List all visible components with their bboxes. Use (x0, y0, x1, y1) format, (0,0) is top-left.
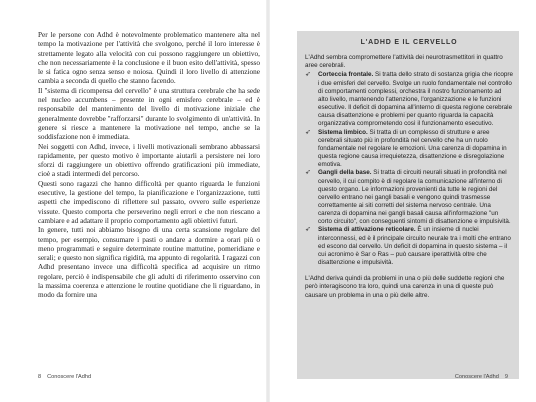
item-text: Si tratta di un complesso di strutture e aree cerebrali situato più in profondità nel cervello che ha un ruolo fondamentale nel regolare le emozioni. Una carenza di dopamina in questa regione causa irrequietezza, disattenzione e disregolazione emotiva. (318, 128, 507, 169)
sidebar-box (297, 31, 519, 379)
arrow-bullet-icon: ➶ (305, 71, 311, 79)
running-title: Conoscere l'Adhd (47, 374, 92, 380)
item-term: Sistema limbico. (318, 128, 368, 136)
item-term: Sistema di attivazione reticolare. (318, 226, 416, 234)
paragraph: Per le persone con Adhd è notevolmente problematico mantenere alta nel tempo la motivazione per l'attività che svolgono, perché il loro interesse è strettamente legato alla velocità con cui possono raggiungere un obiettivo, che non necessariamente è la conclusione e il buon esito dell'attività, spesso le si fatica ogno senza senso e noiosa. Quindi il loro livello di attenzione cambia a seconda di quello che stanno facendo. (38, 31, 260, 86)
list-item (305, 129, 513, 170)
item-term: Gangli della base. (318, 169, 372, 177)
paragraph: Questi sono ragazzi che hanno difficoltà per quanto riguarda le funzioni esecutive, la gestione del tempo, la pianificazione e l'organizzazione, tutti aspetti che impediscono di riflettere sul passato, ovvero sulle esperienze vissute. Questo comporta che perseverino negli errori e che non riescano a cambiare e ad adattare il proprio comportamento agli obiettivi futuri. (38, 179, 260, 225)
left-body-text (38, 31, 260, 301)
arrow-bullet-icon: ➶ (305, 169, 311, 177)
item-term: Corteccia frontale. (318, 71, 374, 79)
running-title: Conoscere l'Adhd (454, 374, 499, 380)
arrow-bullet-icon: ➶ (305, 226, 311, 234)
box-intro: L'Adhd sembra compromettere l'attività dei neurotrasmettitori in quattro aree cerebrali. (305, 54, 503, 70)
list-item (305, 226, 513, 267)
page-number: 8 (38, 374, 42, 380)
page-number: 9 (504, 374, 508, 380)
paragraph: Nei soggetti con Adhd, invece, i livelli motivazionali sembrano abbassarsi rapidamente, per questo motivo è importante aiutarli a persistere nei loro sforzi di raggiungere un obiettivo offrendo gratificazioni più immediate, cioè a stadi intermedi del percorso. (38, 142, 260, 179)
paragraph: Il "sistema di ricompensa del cervello" è una struttura cerebrale che ha sede nel nucleo accumbens – presente in ogni emisfero cerebrale – ed è responsabile del mantenimento del livello di motivazione iniziale che generalmente dovrebbe "rafforzarsi" durante lo svolgimento di un'attività. In genere si riesce a mantenere la motivazione nel tempo, anche se la soddisfazione non è immediata. (38, 86, 260, 142)
right-page (268, 0, 536, 402)
list-item (305, 71, 513, 128)
box-outro: L'Adhd deriva quindi da problemi in una o più delle suddette regioni che però interagiscono tra loro, quindi una carenza in una di queste può causare un problema in una o più delle altre. (305, 275, 505, 299)
arrow-bullet-icon: ➶ (305, 128, 311, 136)
right-footer (455, 374, 508, 380)
paragraph: In genere, tutti noi abbiamo bisogno di una certa scansione regolare del tempo, per esempio, consumare i pasti o andare a dormire a orari più o meno programmati e seguire determinate routine mattutine, pomeridiane e serali; e questo non significa rigidità, ma appunto di regolarità. I ragazzi con Adhd presentano invece una difficoltà specifica ad acquisire un ritmo regolare, perciò è indispensabile che gli adulti di riferimento osservino con la massima coerenza e attenzione le routine quotidiane che li riguardano, in modo da fornire una (38, 226, 260, 300)
list-item (305, 169, 513, 226)
left-footer (38, 374, 91, 380)
item-text: È un insieme di nuclei interconnessi, ed è il principale circuito neurale tra i molti che entrano ed escono dal cervello. Un deficit di dopamina in questo sistema – il cui acronimo è Sar o Ras – può causare iperattività oltre che disattenzione e impulsività. (318, 226, 511, 267)
item-text: Si tratta di circuiti neurali situati in profondità nel cervello, il cui compito è di regolare la comunicazione all'interno di questo organo. Le informazioni provenienti da tutte le regioni del cervello entrano nei gangli basali e vengono quindi trasmesse correttamente ai siti corretti del sistema nervoso centrale. Una carenza di dopamina nei gangli basali causa all'informazione "un corto circuito", con conseguenti sintomi di disattenzione e impulsività. (318, 169, 511, 226)
item-text: Si tratta dello strato di sostanza grigia che ricopre i due emisferi del cervello. Svolge un ruolo fondamentale nel controllo di comportamenti complessi, orchestra il nostro funzionamento ad alto livello, mantenendo l'attenzione, l'organizzazione e le funzioni esecutive. Il deficit di dopamina all'interno di questa regione cerebrale causa disattenzione e problemi per quanto riguarda la capacità organizzativa comprometendo così il funzionamento esecutivo. (318, 71, 513, 128)
box-title: L'ADHD E IL CERVELLO (360, 39, 458, 46)
